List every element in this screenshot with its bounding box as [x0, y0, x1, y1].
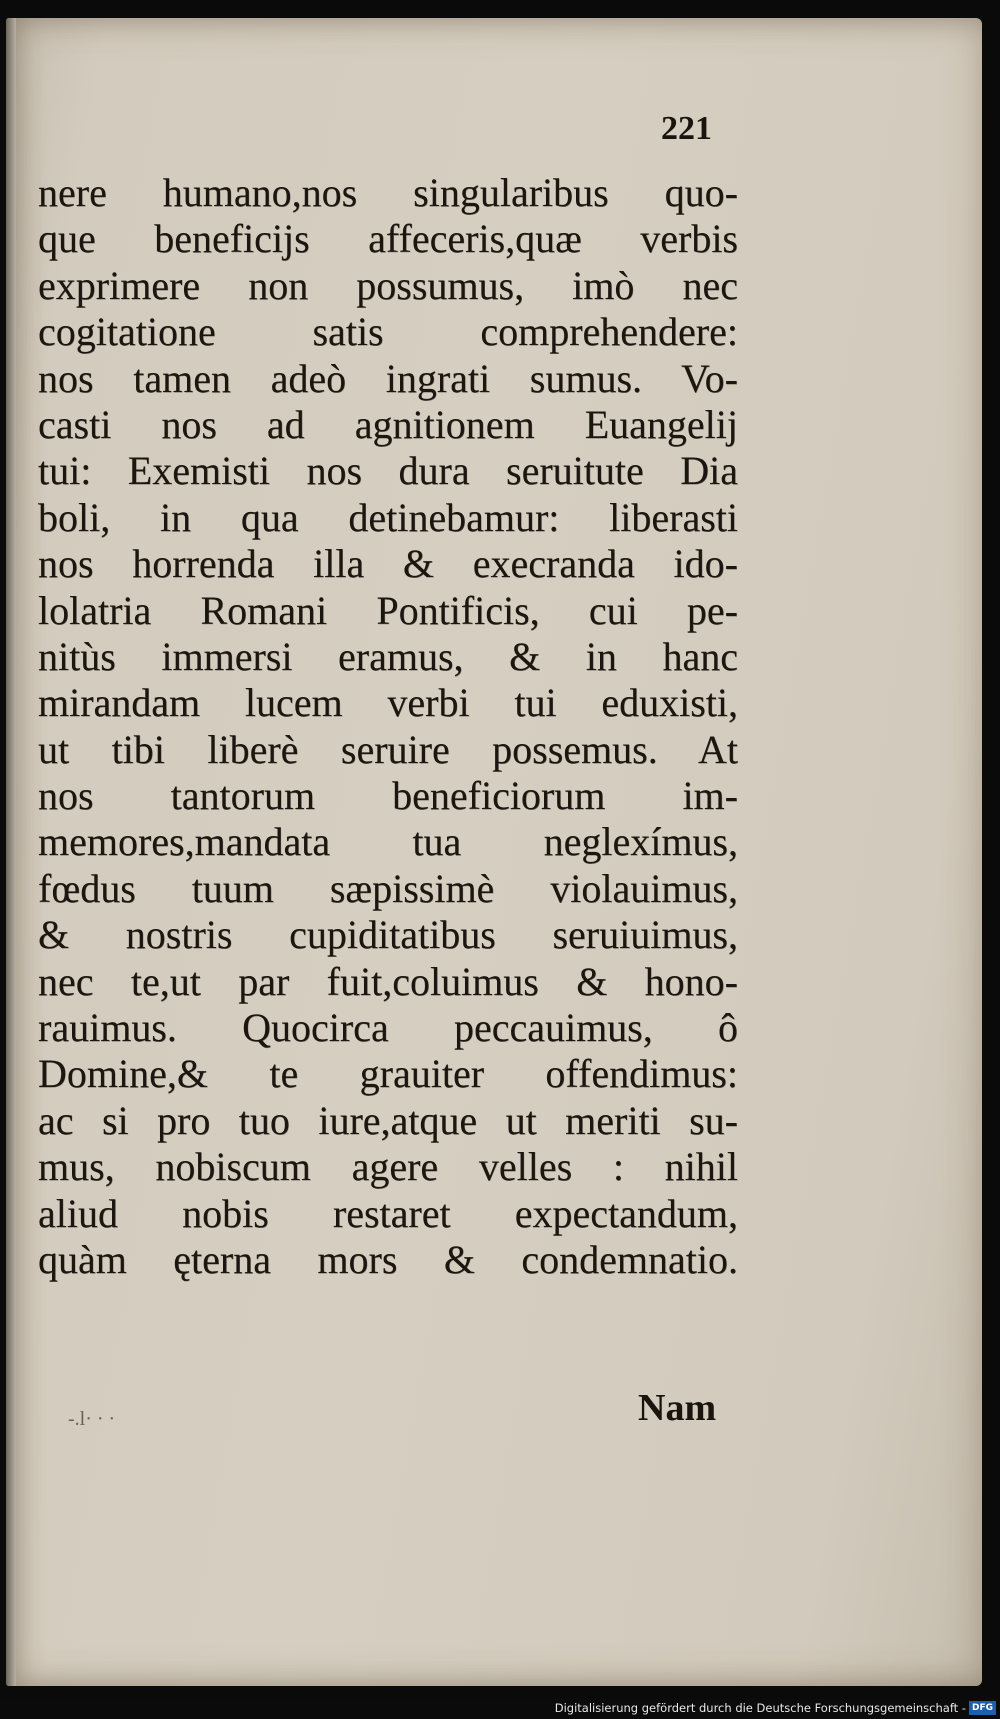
text-block	[38, 170, 738, 1283]
text-line: ut tibi liberè seruire possemus. At	[38, 726, 738, 772]
text-line: tui: Exemisti nos dura seruitute Dia	[38, 448, 738, 494]
text-line: Domine,& te grauiter offendimus:	[38, 1051, 738, 1097]
text-line: lolatria Romani Pontificis, cui pe-	[38, 587, 738, 633]
text-line: aliud nobis restaret expectandum,	[38, 1190, 738, 1236]
text-line: rauimus. Quocirca peccauimus, ô	[38, 1005, 738, 1051]
text-line: nos horrenda illa & execranda ido-	[38, 541, 738, 587]
text-line: & nostris cupiditatibus seruiuimus,	[38, 912, 738, 958]
text-line: nitùs immersi eramus, & in hanc	[38, 633, 738, 679]
stray-marks: -.l· · ·	[68, 1408, 116, 1430]
text-line: boli, in qua detinebamur: liberasti	[38, 494, 738, 540]
page-number: 221	[661, 110, 712, 147]
book-page	[6, 18, 982, 1686]
dfg-logo: DFG	[969, 1701, 996, 1715]
text-line: memores,mandata tua neglexímus,	[38, 819, 738, 865]
text-line: mus, nobiscum agere velles : nihil	[38, 1144, 738, 1190]
text-line: nos tantorum beneficiorum im-	[38, 773, 738, 819]
text-line: nos tamen adeò ingrati sumus. Vo-	[38, 355, 738, 401]
catchword: Nam	[638, 1387, 717, 1429]
text-line: cogitatione satis comprehendere:	[38, 309, 738, 355]
text-line: nec te,ut par fuit,coluimus & hono-	[38, 958, 738, 1004]
text-line: exprimere non possumus, imò nec	[38, 262, 738, 308]
text-line: que beneficijs affeceris,quæ verbis	[38, 216, 738, 262]
text-line: mirandam lucem verbi tui eduxisti,	[38, 680, 738, 726]
text-line: quàm ęterna mors & condemnatio.	[38, 1236, 738, 1282]
funding-bar	[0, 1698, 1000, 1719]
funding-notice: Digitalisierung gefördert durch die Deutsche Forschungsgemeinschaft -	[554, 1701, 966, 1715]
text-line: casti nos ad agnitionem Euangelij	[38, 401, 738, 447]
text-line: ac si pro tuo iure,atque ut meriti su-	[38, 1097, 738, 1143]
text-line: fœdus tuum sæpissimè violauimus,	[38, 865, 738, 911]
text-line: nere humano,nos singularibus quo-	[38, 170, 738, 215]
